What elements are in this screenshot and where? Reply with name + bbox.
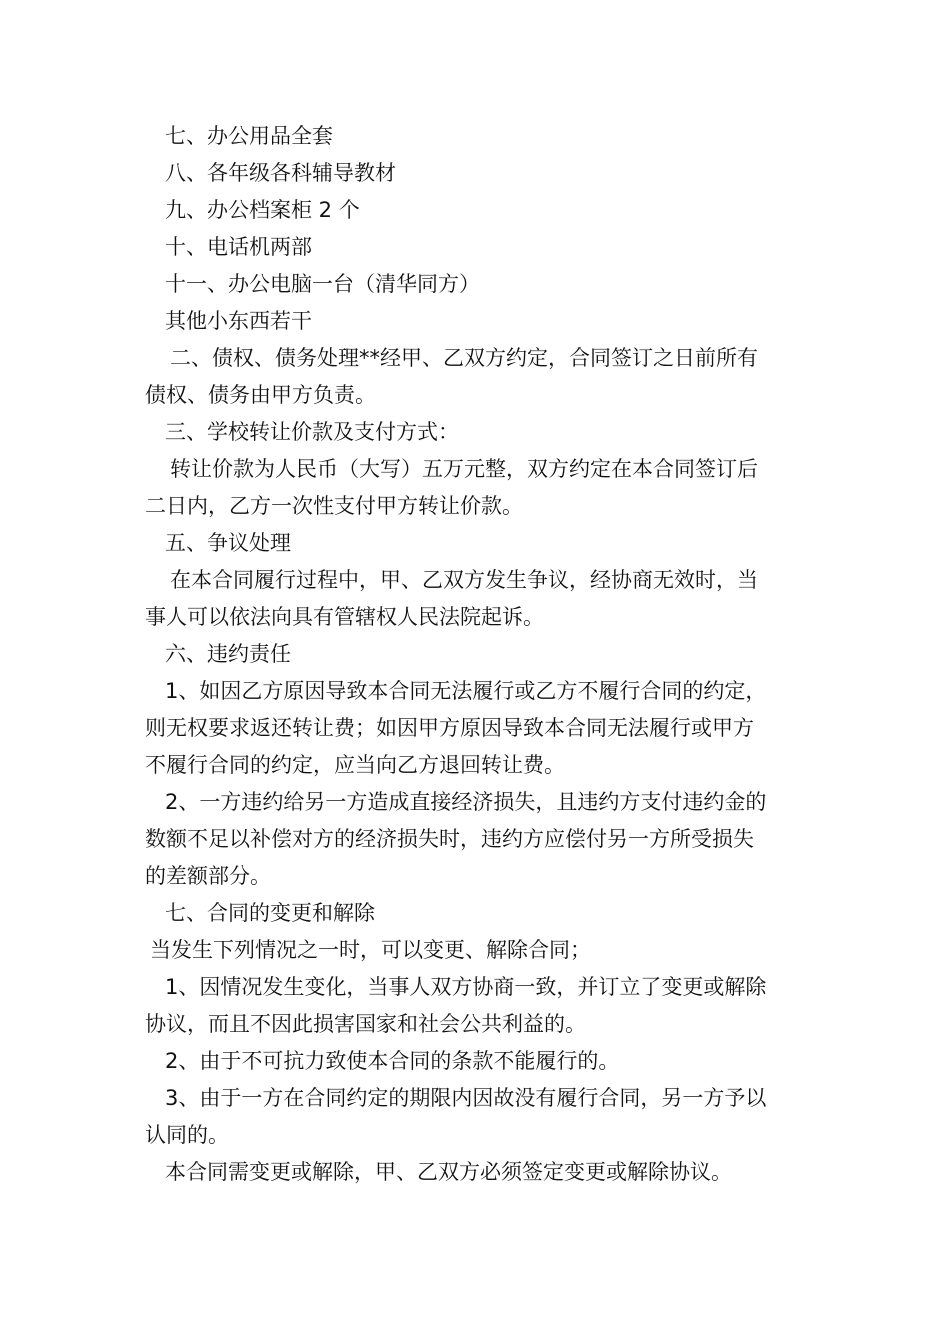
paragraph-line: 二日内，乙方一次性支付甲方转让价款。 (145, 494, 523, 518)
list-item: 七、办公用品全套 (165, 124, 333, 148)
paragraph-line: 本合同需变更或解除，甲、乙双方必须签定变更或解除协议。 (165, 1160, 732, 1184)
paragraph-line: 1、如因乙方原因导致本合同无法履行或乙方不履行合同的约定， (165, 679, 767, 703)
document-body (145, 118, 810, 1191)
paragraph-line: 1、因情况发生变化，当事人双方协商一致，并订立了变更或解除 (165, 975, 767, 999)
paragraph-line: 则无权要求返还转让费；如因甲方原因导致本合同无法履行或甲方 (145, 716, 754, 740)
section-heading: 三、学校转让价款及支付方式： (165, 420, 459, 444)
section-heading: 二、债权、债务处理**经甲、乙双方约定，合同签订之日前所有 (170, 346, 758, 370)
paragraph-line: 的差额部分。 (145, 864, 271, 888)
paragraph-line: 不履行合同的约定，应当向乙方退回转让费。 (145, 753, 565, 777)
paragraph-line: 数额不足以补偿对方的经济损失时，违约方应偿付另一方所受损失 (145, 827, 754, 851)
section-heading: 六、违约责任 (165, 642, 291, 666)
paragraph-line: 在本合同履行过程中，甲、乙双方发生争议，经协商无效时，当 (170, 568, 758, 592)
paragraph-line: 转让价款为人民币（大写）五万元整，双方约定在本合同签订后 (170, 457, 758, 481)
list-item: 十、电话机两部 (165, 235, 312, 259)
paragraph-line: 2、一方违约给另一方造成直接经济损失，且违约方支付违约金的 (165, 790, 767, 814)
paragraph-line: 认同的。 (145, 1123, 229, 1147)
paragraph-line: 当发生下列情况之一时，可以变更、解除合同； (150, 938, 591, 962)
paragraph-line: 2、由于不可抗力致使本合同的条款不能履行的。 (165, 1049, 620, 1073)
section-heading: 五、争议处理 (165, 531, 291, 555)
section-heading: 七、合同的变更和解除 (165, 901, 375, 925)
list-item: 九、办公档案柜 2 个 (165, 198, 360, 222)
paragraph-line: 债权、债务由甲方负责。 (145, 383, 376, 407)
paragraph-line: 事人可以依法向具有管辖权人民法院起诉。 (145, 605, 544, 629)
list-item: 八、各年级各科辅导教材 (165, 161, 396, 185)
list-item: 十一、办公电脑一台（清华同方） (165, 272, 480, 296)
list-item: 其他小东西若干 (165, 309, 312, 333)
paragraph-line: 3、由于一方在合同约定的期限内因故没有履行合同，另一方予以 (165, 1086, 767, 1110)
paragraph-line: 协议，而且不因此损害国家和社会公共利益的。 (145, 1012, 586, 1036)
